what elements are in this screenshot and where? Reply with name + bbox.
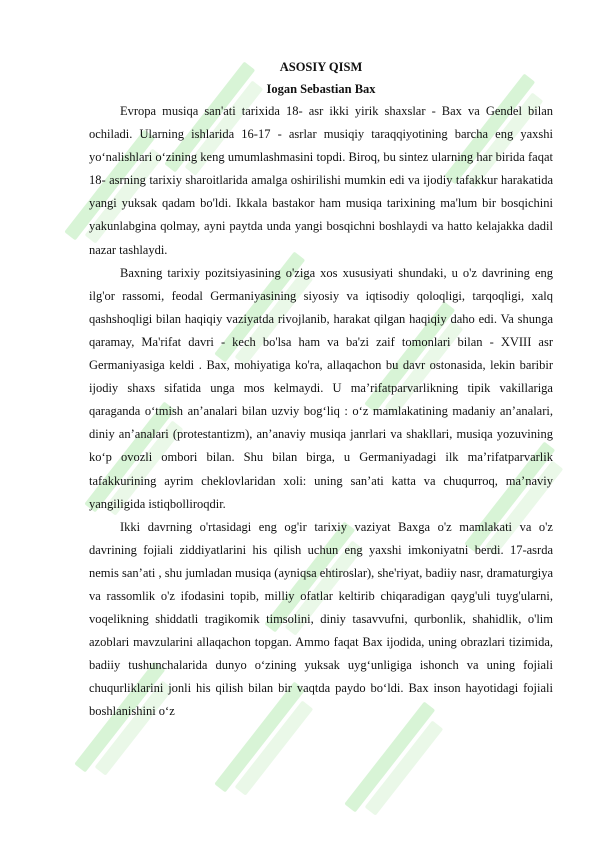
- paragraph-3: Ikki davrning o'rtasidagi eng og'ir tarixiy vaziyat Baxga o'z mamlakati va o'z davrining fojiali ziddiyatlarini his qilish uchun eng yaxshi imkoniyatni berdi. 17-asrda nemis san’ati , shu jumladan musiqa (ayniqsa ehtiroslar), she'riyat, badiiy nasr, dramaturgiya va rassomlik o'z ifodasini topib, milliy ofatlar keltirib chiqaradigan qayg'uli tuyg'ularni, voqelikning shiddatli tragikomik timsolini, diniy tasavvufni, qurbonlik, shahidlik, o'lim azoblari mavzularini allaqachon topgan. Ammo faqat Bax ijodida, uning obrazlari tizimida, badiiy tushunchalarida dunyo o‘zining yuksak uyg‘unligiga ishonch va uning fojiali chuqurliklarini jonli his qilish bilan bir vaqtda paydo bo‘ldi. Bax inson hayotidagi fojiali boshlanishini o‘z: [89, 519, 553, 719]
- section-title: ASOSIY QISM: [279, 60, 363, 74]
- document-body: [89, 56, 553, 724]
- paragraph-2: Baxning tarixiy pozitsiyasining o'ziga xos xususiyati shundaki, u o'z davrining eng ilg'or rassomi, feodal Germaniyasining siyosiy va iqtisodiy qoloqligi, tarqoqligi, xalq qashshoqligi bilan haqiqiy vaziyatda rivojlanib, harakat qilgan haqiqiy daho edi. Va shunga qaramay, Ma'rifat davri - kech bo'lsa ham va ba'zi zaif tomonlari bilan - XVIII asr Germaniyasiga keldi . Bax, mohiyatiga ko'ra, allaqachon bu davr ostonasida, lekin baribir ijodiy shaxs sifatida unga mos kelmaydi. U ma’rifatparvarlikning tipik vakillariga qaraganda o‘tmish an’analari bilan uzviy bog‘liq : o‘z mamlakatining madaniy an’analari, diniy an’analari (protestantizm), an’anaviy musiqa janrlari va shakllari, musiqa yozuvining ko‘p ovozli ombori bilan. Shu bilan birga, u Germaniyadagi ilk ma’rifatparvarlik tafakkurining ayrim cheklovlaridan xoli: uning san’ati katta va chuqurroq, ma’naviy yangiligida istiqbolliroqdir.: [89, 265, 553, 511]
- paragraph-1: Evropa musiqa san'ati tarixida 18- asr ikki yirik shaxslar - Bax va Gendel bilan ochiladi. Ularning ishlarida 16-17 - asrlar musiqiy taraqqiyotining barcha eng yaxshi yo‘nalishlari o‘zining keng umumlashmasini topdi. Biroq, bu sintez ularning har birida faqat 18- asrning tarixiy sharoitlarida amalga oshirilishi mumkin edi va ijodiy tafakkur harakatida yangi yuksak qadam bo'ldi. Ikkala bastakor ham musiqa tarixining ma'lum bir bosqichini yakunlabgina qolmay, ayni paytda unda yangi bosqichni boshlaydi va hatto kelajakka dadil nazar tashlaydi.: [89, 104, 553, 257]
- subtitle: Iogan Sebastian Bax: [266, 82, 376, 96]
